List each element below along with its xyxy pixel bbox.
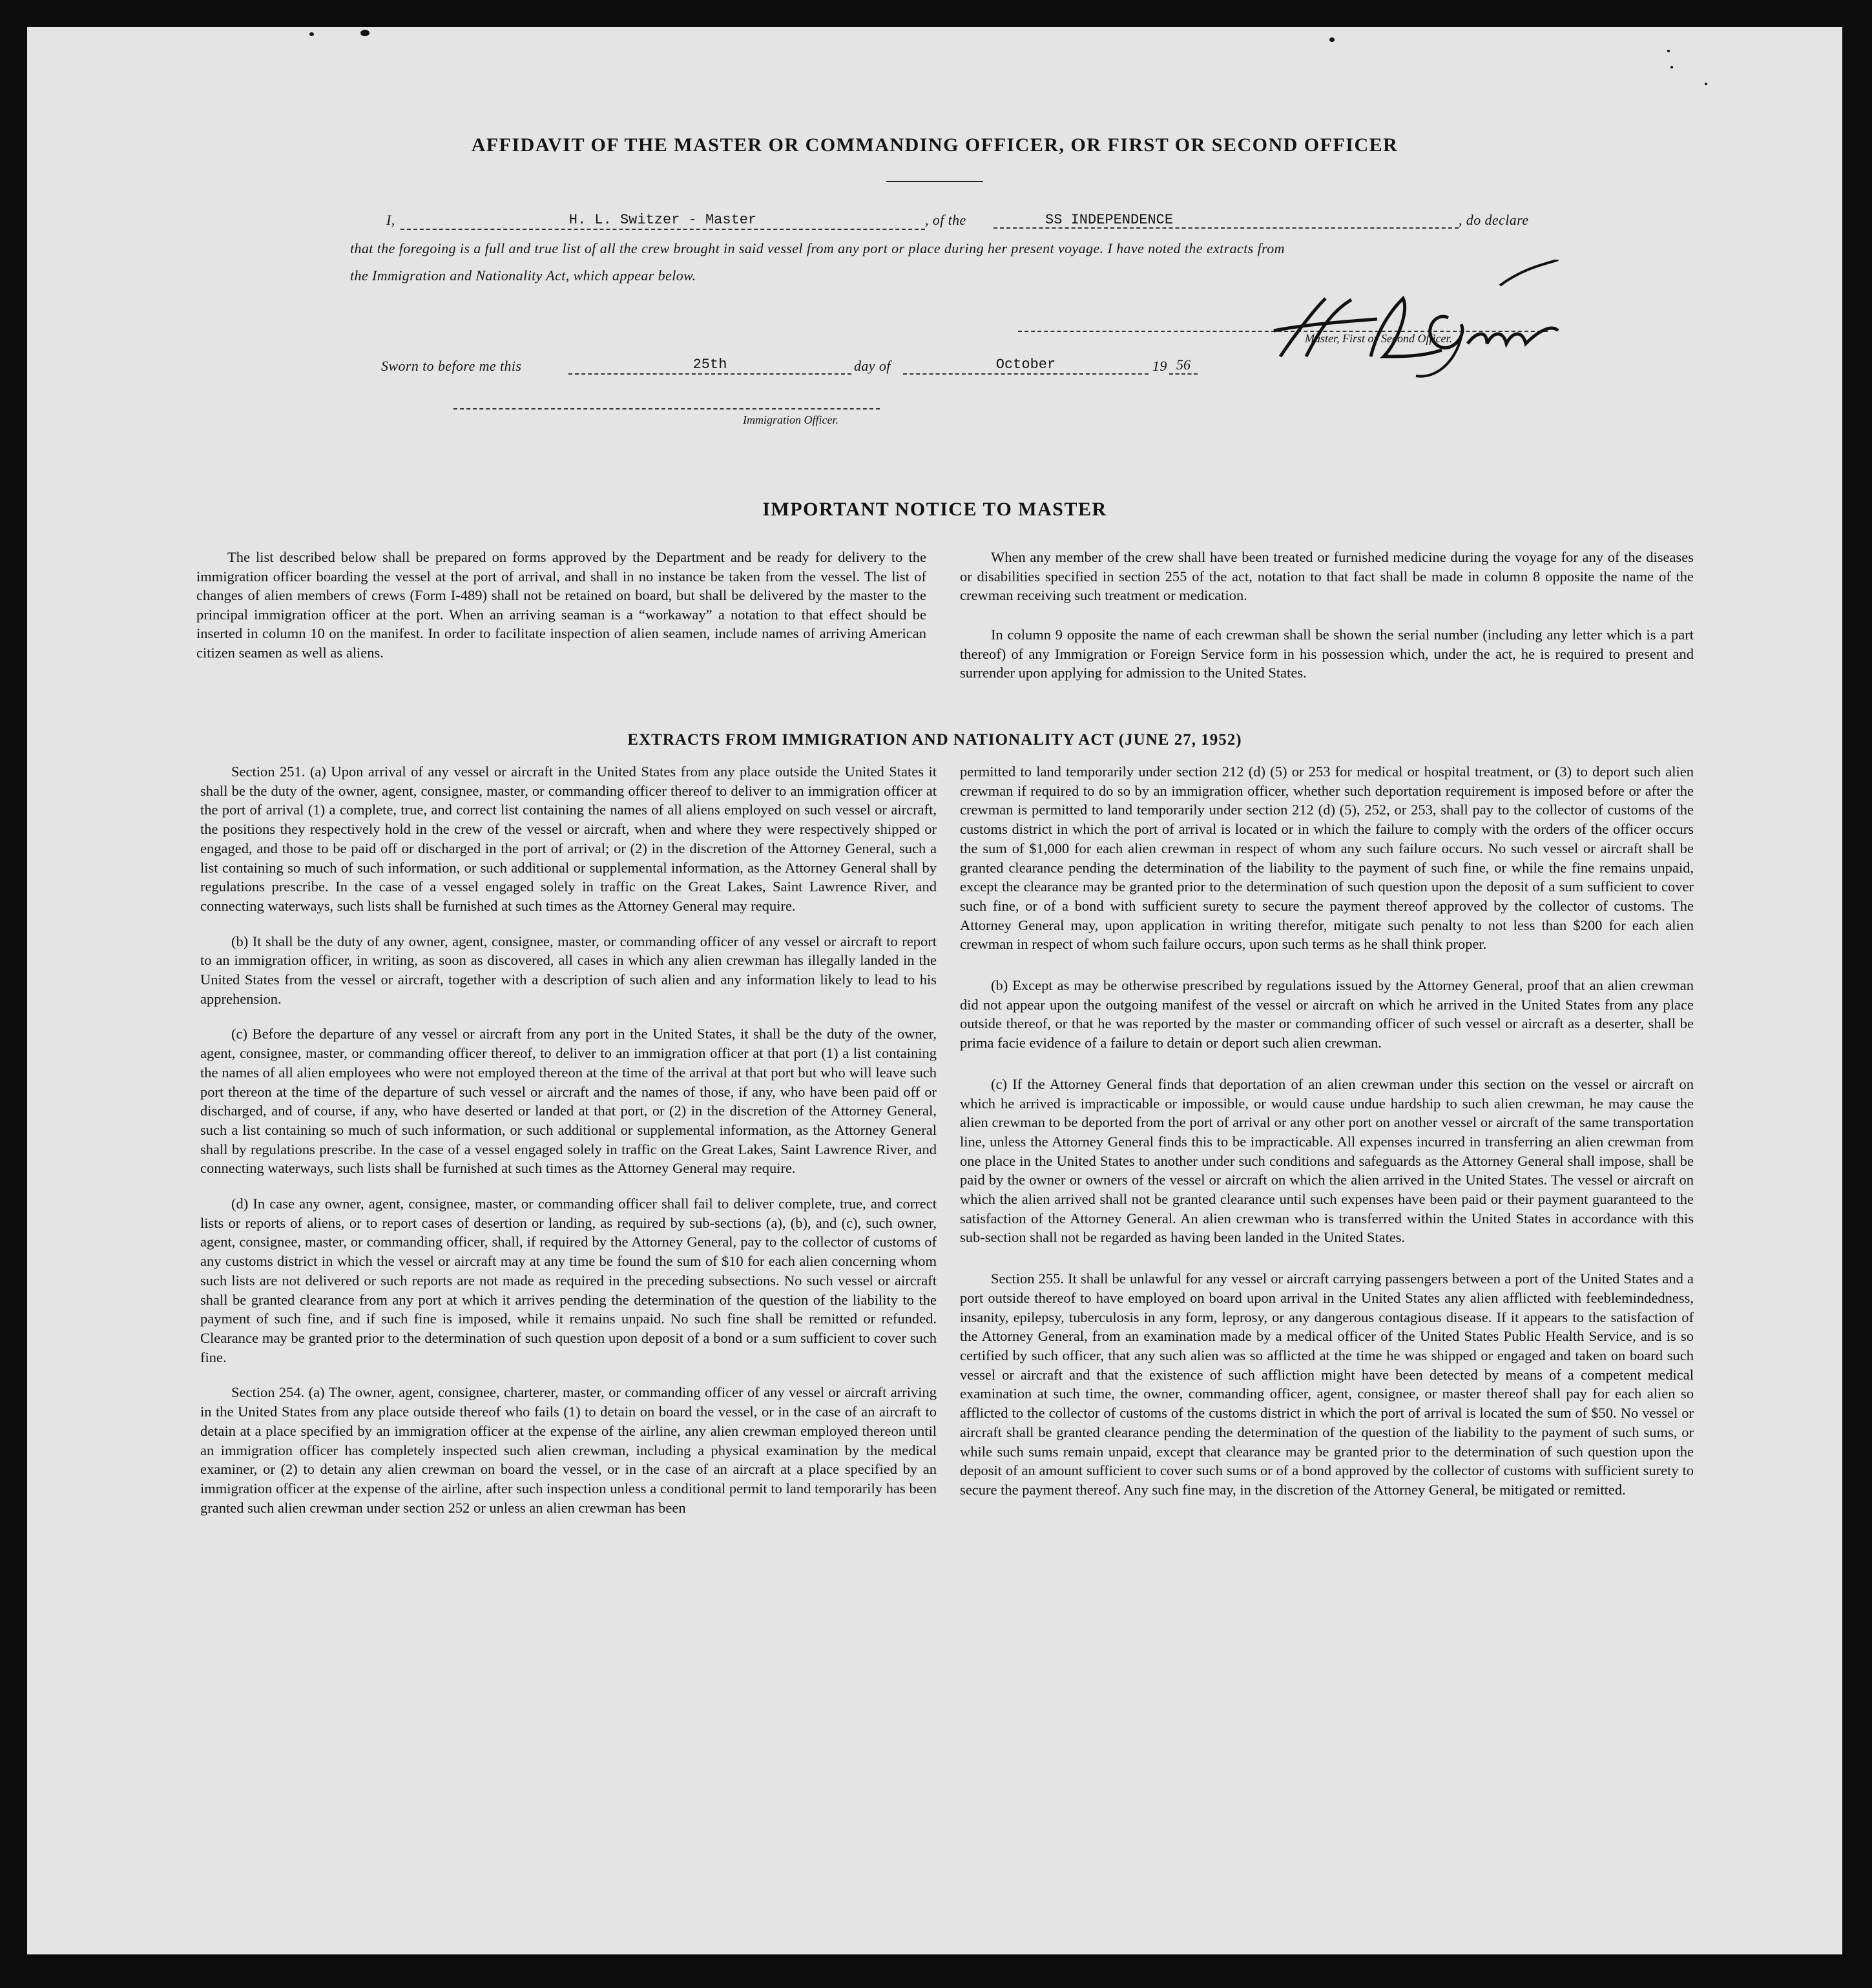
section-251-c: (c) Before the departure of any vessel or aircraft from any port in the United States, it shall be the duty of the owner, agent, consignee, master, or commanding officer thereof, to deliver to an immigration officer at that port (1) a list containing the names of all alien employees who were not employed thereon at the time of the arrival at that port but who will leave such port thereon at the time of the departure of such vessel or aircraft and the names of those, if any, who have been paid off or discharged, and of course, if any, who have deserted or landed at that port, or (2) in the discretion of the Attorney General, such a list containing so much of such information, or such additional or supplemental information, as the Attorney General shall by regulations prescribe. In the case of a vessel engaged solely in traffic on the Great Lakes, Saint Lawrence River, and connecting waterways, such lists shall be furnished at such times as the Attorney General may require. [200, 1026, 937, 1177]
section-254-b: (b) Except as may be otherwise prescribed by regulations issued by the Attorney General, proof that an alien crewman did not appear upon the outgoing manifest of the vessel or aircraft on which he arrived in the United States from any place outside thereof, or that he was reported by the master or commanding officer of such vessel or aircraft as a deserter, shall be prima facie evidence of a failure to detain or deport such alien crewman. [960, 977, 1694, 1051]
affidavit-line-3: the Immigration and Nationality Act, which appear below. [350, 267, 696, 284]
scan-speck [1667, 50, 1670, 52]
section-254-c: (c) If the Attorney General finds that deportation of an alien crewman under this section on the vessel or aircraft on which he arrived is impracticable or impossible, or would cause undue hardship to such alien crewman, he may cause the alien crewman to be deported from the port of arrival or any other port on another vessel or aircraft of the same transportation line, unless the Attorney General finds this to be impracticable. All expenses incurred in transferring an alien crewman from one place in the United States to another under such conditions and safeguards as the Attorney General shall impose, shall be paid by the owner or owners of the vessel or aircraft on which the alien arrived in the United States. The vessel or aircraft on which the alien arrived shall not be granted clearance until such expenses have been paid or their payment guaranteed to the satisfaction of the Attorney General. An alien crewman who is transferred within the United States in accordance with this sub-section shall not be regarded as having been landed in the United States. [960, 1075, 1694, 1246]
affidavit-prefix: I, [386, 212, 395, 228]
extracts-left-column [200, 762, 937, 1533]
sworn-prefix: Sworn to before me this [381, 358, 522, 374]
affidavit-title: AFFIDAVIT OF THE MASTER OR COMMANDING OFFICER, OR FIRST OR SECOND OFFICER [471, 134, 1399, 156]
notice-left-paragraph: The list described below shall be prepared on forms approved by the Department and be ready for delivery to the immigration officer boarding the vessel at the port of arrival, and shall in no instance be taken from the vessel. The list of changes of alien members of crews (Form I-489) shall not be retained on board, but shall be delivered by the master to the principal immigration officer at the port. When an arriving seaman is a “workaway” a notation to that effect should be inserted in column 10 on the manifest. In order to facilitate inspection of alien seamen, include names of arriving American citizen seamen as well as aliens. [196, 549, 926, 661]
section-251-a: Section 251. (a) Upon arrival of any vessel or aircraft in the United States from any place outside the United States it shall be the duty of the owner, agent, consignee, master, or commanding officer thereof to deliver to an immigration officer at the port of arrival (1) a complete, true, and correct list containing the names of all aliens employed on such vessel or aircraft, the positions they respectively hold in the crew of the vessel or aircraft, when and where they were respectively shipped or engaged, and those to be paid off or discharged in the port of arrival; or (2) in the discretion of the Attorney General, such a list containing so much of such information, or such additional or supplemental information, as the Attorney General shall by regulations prescribe. In the case of a vessel engaged solely in traffic on the Great Lakes, Saint Lawrence River, and connecting waterways, such lists shall be furnished at such times as the Attorney General may require. [200, 763, 937, 914]
extracts-right-column [960, 762, 1694, 1516]
notice-right-paragraph-1: When any member of the crew shall have been treated or furnished medicine during the voyage for any of the diseases or disabilities specified in section 255 of the act, notation to that fact shall be made in column 8 opposite the name of the crewman receiving such treatment or medication. [960, 549, 1694, 603]
section-251-b: (b) It shall be the duty of any owner, agent, consignee, master, or commanding officer of any vessel or aircraft to report to an immigration officer, in writing, as soon as discovered, all cases in which any alien crewman has illegally landed in the United States from the vessel or aircraft, together with a description of such alien and any information likely to lead to his apprehension. [200, 933, 937, 1007]
sworn-day-field: 25th [568, 357, 851, 375]
year-field: 56 [1169, 357, 1198, 375]
vessel-name-field: SS INDEPENDENCE [993, 212, 1459, 229]
of-the-text: , of the [925, 212, 966, 228]
title-rule [886, 181, 983, 182]
section-255: Section 255. It shall be unlawful for any vessel or aircraft carrying passengers between a port of the United States and a port outside thereof to have employed on board upon arrival in the United States any alien afflicted with feeblemindedness, insanity, epilepsy, tuberculosis in any form, leprosy, or any dangerous contagious disease. If it appears to the satisfaction of the Attorney General, from an examination made by a medical officer of the United States Public Health Service, and is so certified by such officer, that any such alien was so afflicted at the time he was shipped or engaged and taken on board such vessel or aircraft and that the existence of such affliction might have been detected by means of a competent medical examination at such time, the owner, commanding officer, agent, consignee, or master thereof shall pay for each alien so afflicted to the collector of customs of the customs district in which the port of arrival is located the sum of $50. No vessel or aircraft shall be granted clearance pending the determination of the question of the liability to the payment of such sums, or while such sums remain unpaid, except that clearance may be granted prior to the determination of such question upon the deposit of an amount sufficient to cover such sums or of a bond approved by the collector of customs with sufficient surety to secure the payment thereof. Any such fine may, in the discretion of the Attorney General, be mitigated or remitted. [960, 1270, 1694, 1498]
scan-speck [1329, 37, 1335, 42]
declarant-name-field: H. L. Switzer - Master [400, 212, 925, 230]
section-251-d: (d) In case any owner, agent, consignee, master, or commanding officer shall fail to deliver complete, true, and correct lists or reports of aliens, or to report cases of desertion or landing, as required by sub-sections (a), (b), and (c), such owner, agent, consignee, master, or commanding officer, shall, if required by the Attorney General, pay to the collector of customs of any customs district in which the vessel or aircraft may at any time be found the sum of $10 for each alien concerning whom such lists are not delivered or such reports are not made as required in the preceding subsections. No such vessel or aircraft shall be granted clearance from any port at which it arrives pending the determination of the question of the liability to the payment of such fine, and if such fine is imposed, while it remains unpaid. No such fine shall be remitted or refunded. Clearance may be granted prior to the determination of such question upon deposit of a bond or a sum sufficient to cover such fine. [200, 1196, 937, 1365]
sworn-month-field: October [903, 357, 1149, 375]
year-prefix: 19 [1152, 358, 1167, 374]
scan-speck [309, 32, 314, 36]
scan-speck [1705, 83, 1707, 85]
do-declare-text: , do declare [1459, 212, 1529, 228]
scan-speck [1670, 66, 1673, 68]
notice-title: IMPORTANT NOTICE TO MASTER [762, 499, 1107, 520]
signature-caption: Master, First or Second Officer. [1305, 332, 1452, 345]
scan-speck [360, 30, 369, 36]
day-of-text: day of [854, 358, 891, 374]
section-254-a: Section 254. (a) The owner, agent, consignee, charterer, master, or commanding officer of any vessel or aircraft arriving in the United States from any place outside thereof who fails (1) to detain on board the vessel, or in the case of an aircraft to detain at a place specified by an immigration officer at the expense of the airline, any alien crewman employed thereon until an immigration officer has completely inspected such alien crewman, including a physical examination by the medical examiner, or (2) to detain any alien crewman on board the vessel, or in the case of an aircraft at a place specified by an immigration officer at the expense of the airline, after such inspection unless a conditional permit to land temporarily has been granted such alien crewman under section 252 or unless an alien crewman has been [200, 1384, 937, 1516]
immigration-officer-line [453, 408, 880, 409]
section-254-a-continued: permitted to land temporarily under section 212 (d) (5) or 253 for medical or hospital treatment, or (3) to deport such alien crewman if required to do so by an immigration officer, whether such deportation requirement is imposed before or after the crewman is permitted to land temporarily under section 212 (d) (5), 252, or 253, shall pay to the collector of customs of the customs district in which the port of arrival is located or in which the failure to comply with the orders of the officer occurs the sum of $1,000 for each alien crewman in respect of whom any such failure occurs. No such vessel or aircraft shall be granted clearance pending the determination of the liability to the payment of such fine, or while the fine remains unpaid, except the clearance may be granted prior to the determination of such question upon the deposit of a sum sufficient to cover such fine, or of a bond with sufficient surety to secure the payment thereof approved by the collector of customs. The Attorney General may, upon application in writing therefor, mitigate such penalty to not less than $200 for each alien crewman in respect of whom such failure occurs, upon such terms as he shall think proper. [960, 763, 1694, 953]
document-page [27, 27, 1842, 1954]
handwritten-signature [1254, 260, 1577, 382]
notice-right-paragraph-2: In column 9 opposite the name of each crewman shall be shown the serial number (including any letter which is a part thereof) of any Immigration or Foreign Service form in his possession which, under the act, he is required to present and surrender upon applying for admission to the United States. [960, 626, 1694, 681]
affidavit-line-2: that the foregoing is a full and true list of all the crew brought in said vessel from any port or place during her present voyage. I have noted the extracts from [350, 240, 1285, 256]
extracts-title: EXTRACTS FROM IMMIGRATION AND NATIONALITY ACT (JUNE 27, 1952) [627, 731, 1242, 749]
immigration-officer-caption: Immigration Officer. [743, 413, 838, 426]
